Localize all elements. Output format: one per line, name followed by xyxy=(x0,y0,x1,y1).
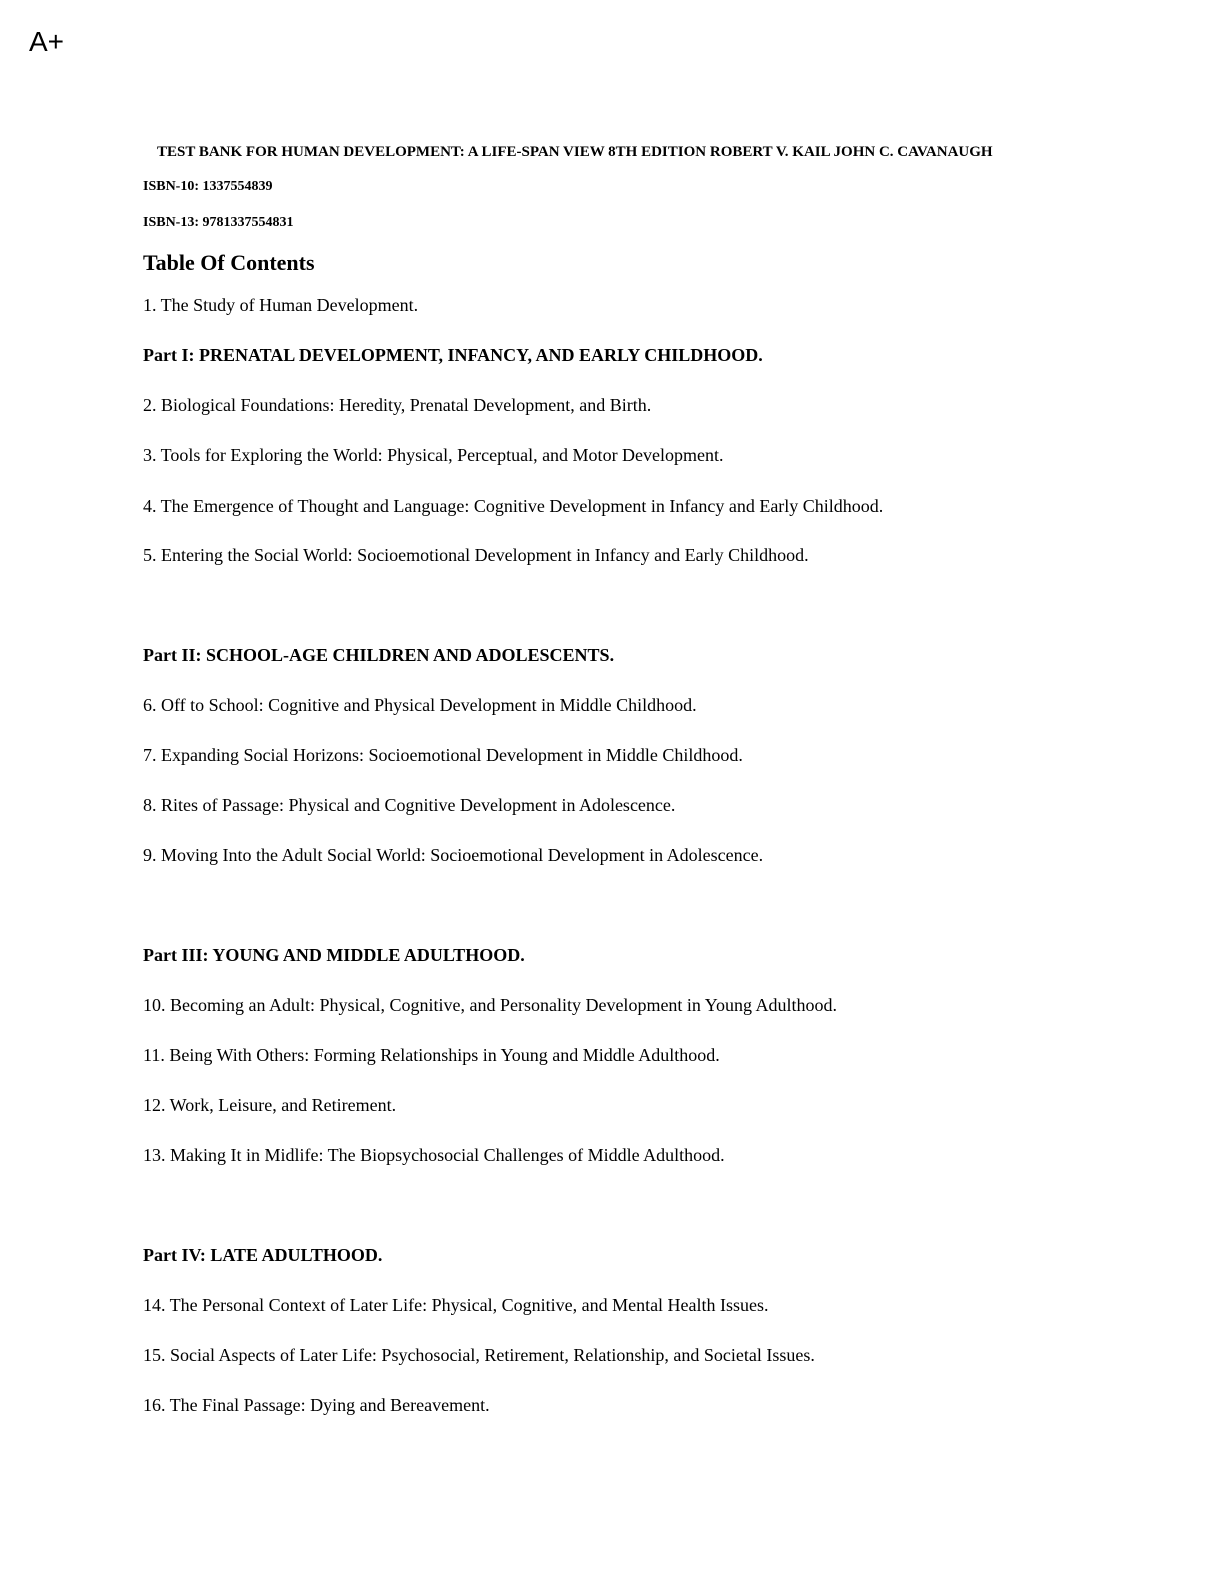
toc-item-chapter-4: 4. The Emergence of Thought and Language: Cognitive Development in Infancy and Early Childhood. xyxy=(143,496,884,516)
toc-heading: Table Of Contents xyxy=(143,250,315,275)
toc-item-chapter-2: 2. Biological Foundations: Heredity, Prenatal Development, and Birth. xyxy=(143,395,652,415)
isbn-10: ISBN-10: 1337554839 xyxy=(143,179,273,194)
toc-item-chapter-12: 12. Work, Leisure, and Retirement. xyxy=(143,1095,397,1115)
toc-item-chapter-11: 11. Being With Others: Forming Relationships in Young and Middle Adulthood. xyxy=(143,1045,720,1065)
toc-item-chapter-5: 5. Entering the Social World: Socioemotional Development in Infancy and Early Childhood. xyxy=(143,545,809,565)
toc-item-chapter-10: 10. Becoming an Adult: Physical, Cognitive, and Personality Development in Young Adulthood. xyxy=(143,995,837,1015)
toc-part-2: Part II: SCHOOL-AGE CHILDREN AND ADOLESCENTS. xyxy=(143,645,615,665)
toc-item-chapter-16: 16. The Final Passage: Dying and Bereavement. xyxy=(143,1395,490,1415)
grade-badge: A+ xyxy=(29,26,65,57)
toc-item-chapter-9: 9. Moving Into the Adult Social World: Socioemotional Development in Adolescence. xyxy=(143,845,764,865)
toc-part-1: Part I: PRENATAL DEVELOPMENT, INFANCY, AND EARLY CHILDHOOD. xyxy=(143,345,763,365)
toc-item-chapter-14: 14. The Personal Context of Later Life: Physical, Cognitive, and Mental Health Issues. xyxy=(143,1295,769,1315)
toc-item-chapter-7: 7. Expanding Social Horizons: Socioemotional Development in Middle Childhood. xyxy=(143,745,743,765)
toc-part-3: Part III: YOUNG AND MIDDLE ADULTHOOD. xyxy=(143,945,525,965)
document-title: TEST BANK FOR HUMAN DEVELOPMENT: A LIFE-SPAN VIEW 8TH EDITION ROBERT V. KAIL JOHN C. CAVANAUGH xyxy=(157,144,993,160)
toc-item-chapter-6: 6. Off to School: Cognitive and Physical Development in Middle Childhood. xyxy=(143,695,697,715)
toc-item-chapter-3: 3. Tools for Exploring the World: Physical, Perceptual, and Motor Development. xyxy=(143,445,724,465)
toc-item-chapter-1: 1. The Study of Human Development. xyxy=(143,295,419,315)
toc-part-4: Part IV: LATE ADULTHOOD. xyxy=(143,1245,383,1265)
toc-item-chapter-13: 13. Making It in Midlife: The Biopsychosocial Challenges of Middle Adulthood. xyxy=(143,1145,725,1165)
toc-item-chapter-15: 15. Social Aspects of Later Life: Psychosocial, Retirement, Relationship, and Societal Issues. xyxy=(143,1345,815,1365)
toc-item-chapter-8: 8. Rites of Passage: Physical and Cognitive Development in Adolescence. xyxy=(143,795,676,815)
isbn-13: ISBN-13: 9781337554831 xyxy=(143,215,294,230)
